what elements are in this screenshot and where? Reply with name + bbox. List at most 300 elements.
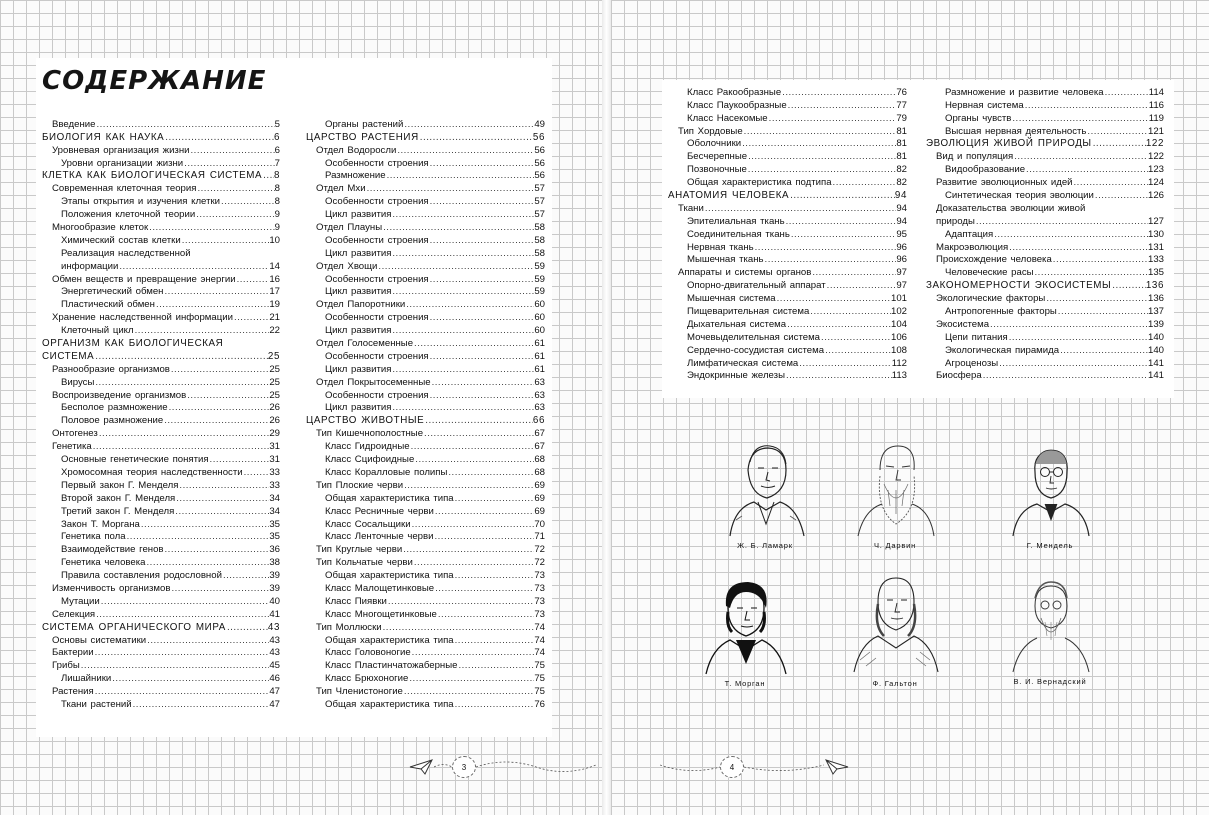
toc-entry xyxy=(668,86,907,99)
toc-entry-title: Второй закон Г. Менделя xyxy=(61,492,176,504)
toc-entry-page: 14 xyxy=(269,260,280,272)
toc-leader-dots xyxy=(768,113,897,125)
toc-entry-page: 43 xyxy=(267,621,280,633)
page-title: СОДЕРЖАНИЕ xyxy=(42,66,267,96)
toc-leader-dots xyxy=(377,261,534,273)
toc-entry-page: 82 xyxy=(896,164,907,176)
toc-leader-dots xyxy=(743,126,897,138)
toc-entry-page: 7 xyxy=(274,157,280,169)
toc-entry-page: 137 xyxy=(1147,306,1164,318)
toc-entry-title: Дыхательная система xyxy=(687,318,787,330)
toc-entry-page: 66 xyxy=(532,415,545,427)
toc-leader-dots xyxy=(1073,177,1148,189)
toc-leader-dots xyxy=(747,164,897,176)
toc-entry xyxy=(42,144,280,157)
toc-entry xyxy=(926,344,1164,357)
toc-entry-page: 34 xyxy=(269,505,280,517)
toc-entry-page: 94 xyxy=(896,202,907,214)
toc-entry xyxy=(926,125,1164,138)
toc-entry-title: Цикл развития xyxy=(325,402,392,414)
toc-entry-page: 16 xyxy=(269,273,280,285)
toc-leader-dots xyxy=(100,596,270,608)
toc-entry-page: 59 xyxy=(534,260,545,272)
toc-entry-title: Цикл развития xyxy=(325,286,392,298)
toc-entry-page: 34 xyxy=(269,492,280,504)
toc-leader-dots xyxy=(785,216,897,228)
toc-entry-title: Ткани растений xyxy=(61,698,132,710)
toc-leader-dots xyxy=(195,209,274,221)
toc-entry-title: Общая характеристика подтипа xyxy=(687,177,832,189)
toc-entry-title: Основные генетические понятия xyxy=(61,454,209,466)
toc-entry-title: Класс Ракообразные xyxy=(687,86,782,98)
toc-entry xyxy=(42,440,280,453)
toc-entry xyxy=(668,163,907,176)
toc-entry xyxy=(926,163,1164,176)
toc-entry-title: Многообразие клеток xyxy=(52,222,149,234)
toc-entry-title: Бесполое размножение xyxy=(61,402,168,414)
toc-entry-title: Ткани xyxy=(678,202,704,214)
toc-entry xyxy=(306,208,545,221)
portrait-lamarck xyxy=(710,440,820,550)
toc-entry xyxy=(306,518,545,531)
toc-leader-dots xyxy=(1025,164,1148,176)
toc-leader-dots xyxy=(196,183,274,195)
toc-entry xyxy=(926,189,1164,202)
toc-entry xyxy=(42,621,280,634)
toc-entry-title: Класс Сосальщики xyxy=(325,518,411,530)
toc-entry-title: Доказательства эволюции живой xyxy=(936,202,1086,214)
toc-entry-page: 94 xyxy=(896,215,907,227)
toc-entry xyxy=(668,357,907,370)
toc-entry-page: 33 xyxy=(269,479,280,491)
toc-entry xyxy=(42,647,280,660)
toc-leader-dots xyxy=(764,254,897,266)
toc-entry-page: 77 xyxy=(896,99,907,111)
toc-entry-page: 72 xyxy=(534,557,545,569)
toc-entry-page: 59 xyxy=(534,273,545,285)
toc-entry-title: Пластический обмен xyxy=(61,299,155,311)
toc-entry-page: 58 xyxy=(534,247,545,259)
toc-entry-title: Первый закон Г. Менделя xyxy=(61,479,179,491)
toc-entry-page: 74 xyxy=(534,647,545,659)
toc-entry xyxy=(42,170,280,183)
toc-entry xyxy=(42,221,280,234)
toc-entry-page: 124 xyxy=(1147,177,1164,189)
toc-entry-page: 130 xyxy=(1147,228,1164,240)
toc-entry-page: 25 xyxy=(269,363,280,375)
toc-entry-page: 139 xyxy=(1147,318,1164,330)
toc-entry-page: 141 xyxy=(1147,370,1164,382)
toc-leader-dots xyxy=(170,364,269,376)
toc-entry-page: 8 xyxy=(274,183,280,195)
toc-entry-title: Тип Кольчатые черви xyxy=(316,557,413,569)
toc-leader-dots xyxy=(776,293,891,305)
toc-leader-dots xyxy=(95,609,269,621)
toc-entry-page: 75 xyxy=(534,686,545,698)
toc-entry-page: 35 xyxy=(269,518,280,530)
toc-entry-title: Третий закон Г. Менделя xyxy=(61,505,175,517)
toc-entry-page: 82 xyxy=(896,177,907,189)
toc-entry-page: 39 xyxy=(269,570,280,582)
toc-entry-page: 101 xyxy=(890,293,907,305)
toc-leader-dots xyxy=(429,274,535,286)
toc-entry-title: Хромосомная теория наследственности xyxy=(61,466,243,478)
toc-entry-title: Цикл развития xyxy=(325,325,392,337)
toc-entry-page: 5 xyxy=(274,118,280,130)
toc-entry xyxy=(306,195,545,208)
toc-entry-title: Бесчерепные xyxy=(687,151,748,163)
toc-leader-dots xyxy=(220,196,275,208)
toc-entry-title: Генетика человека xyxy=(61,557,146,569)
toc-entry xyxy=(306,157,545,170)
toc-entry-page: 36 xyxy=(269,544,280,556)
toc-leader-dots xyxy=(403,119,534,131)
toc-entry-page: 43 xyxy=(269,634,280,646)
toc-leader-dots xyxy=(1094,190,1148,202)
toc-entry-page: 35 xyxy=(269,531,280,543)
toc-entry-page: 29 xyxy=(269,428,280,440)
toc-entry xyxy=(926,266,1164,279)
toc-leader-dots xyxy=(454,493,535,505)
toc-leader-dots xyxy=(410,441,535,453)
toc-entry xyxy=(306,659,545,672)
toc-entry-title: Общая характеристика типа xyxy=(325,634,454,646)
toc-entry-title: Общая характеристика типа xyxy=(325,492,454,504)
toc-entry-page: 102 xyxy=(890,306,907,318)
toc-entry xyxy=(306,595,545,608)
toc-entry-page: 31 xyxy=(269,441,280,453)
toc-leader-dots xyxy=(181,235,270,247)
toc-entry-page: 33 xyxy=(269,466,280,478)
toc-leader-dots xyxy=(94,377,269,389)
toc-column-4 xyxy=(926,86,1164,382)
toc-leader-dots xyxy=(402,544,534,556)
darwin-drawing xyxy=(850,440,940,538)
toc-entry-title: Лимфатическая система xyxy=(687,357,799,369)
toc-entry xyxy=(42,376,280,389)
toc-leader-dots xyxy=(437,609,534,621)
toc-leader-dots xyxy=(826,280,897,292)
toc-entry-page: 58 xyxy=(534,222,545,234)
portrait-mendel xyxy=(995,440,1105,550)
toc-leader-dots xyxy=(94,351,268,363)
toc-leader-dots xyxy=(424,415,533,427)
toc-entry xyxy=(42,685,280,698)
toc-entry-page: 58 xyxy=(534,234,545,246)
toc-entry-title: Энергетический обмен xyxy=(61,286,164,298)
toc-leader-dots xyxy=(824,345,891,357)
toc-leader-dots xyxy=(1092,138,1146,150)
toc-entry xyxy=(42,157,280,170)
toc-leader-dots xyxy=(754,242,897,254)
toc-entry-title: Изменчивость организмов xyxy=(52,582,171,594)
toc-entry-page: 8 xyxy=(273,170,280,182)
toc-leader-dots xyxy=(140,519,269,531)
toc-entry xyxy=(306,389,545,402)
toc-entry xyxy=(668,125,907,138)
mendel-drawing xyxy=(1005,440,1095,538)
toc-leader-dots xyxy=(454,570,535,582)
toc-entry-page: 25 xyxy=(269,389,280,401)
toc-entry-page: 31 xyxy=(269,454,280,466)
toc-entry xyxy=(668,344,907,357)
toc-leader-dots xyxy=(789,190,895,202)
toc-leader-dots xyxy=(1086,126,1148,138)
toc-entry-title: природы xyxy=(936,215,975,227)
toc-entry xyxy=(306,479,545,492)
toc-entry xyxy=(668,138,907,151)
toc-entry xyxy=(306,556,545,569)
toc-leader-dots xyxy=(222,570,269,582)
toc-leader-dots xyxy=(411,647,535,659)
toc-leader-dots xyxy=(382,222,534,234)
toc-leader-dots xyxy=(989,319,1148,331)
toc-leader-dots xyxy=(391,209,534,221)
toc-leader-dots xyxy=(243,467,270,479)
toc-entry-page: 60 xyxy=(534,312,545,324)
toc-leader-dots xyxy=(786,319,891,331)
toc-entry-page: 21 xyxy=(269,312,280,324)
toc-leader-dots xyxy=(175,493,269,505)
toc-leader-dots xyxy=(98,428,270,440)
toc-leader-dots xyxy=(454,635,535,647)
morgan-drawing xyxy=(700,578,790,676)
toc-entry-page: 67 xyxy=(534,428,545,440)
toc-entry xyxy=(306,621,545,634)
toc-entry-title: Опорно-двигательный аппарат xyxy=(687,280,826,292)
page-number-circle: 4 xyxy=(720,756,744,778)
toc-entry-page: 95 xyxy=(896,228,907,240)
book-gutter xyxy=(602,0,611,815)
toc-entry xyxy=(42,531,280,544)
toc-entry xyxy=(306,363,545,376)
toc-leader-dots xyxy=(170,583,269,595)
toc-entry-title: Класс Брюхоногие xyxy=(325,673,409,685)
toc-leader-dots xyxy=(998,358,1148,370)
toc-entry-title: КЛЕТКА КАК БИОЛОГИЧЕСКАЯ СИСТЕМА xyxy=(42,170,263,182)
toc-leader-dots xyxy=(233,312,269,324)
toc-entry-page: 71 xyxy=(534,531,545,543)
toc-leader-dots xyxy=(148,222,275,234)
toc-entry-title: СИСТЕМА xyxy=(42,350,95,362)
toc-entry-page: 40 xyxy=(269,595,280,607)
toc-entry xyxy=(668,279,907,292)
toc-entry xyxy=(926,150,1164,163)
toc-entry xyxy=(926,254,1164,267)
toc-leader-dots xyxy=(433,531,534,543)
toc-entry-page: 126 xyxy=(1147,190,1164,202)
toc-entry-title: Тип Хордовые xyxy=(678,125,743,137)
toc-leader-dots xyxy=(413,557,534,569)
toc-leader-dots xyxy=(1059,345,1148,357)
toc-entry-title: Видообразование xyxy=(945,164,1026,176)
toc-entry-title: Этапы открытия и изучения клетки xyxy=(61,196,221,208)
toc-entry-title: Разнообразие организмов xyxy=(52,363,170,375)
toc-entry-title: Вид и популяция xyxy=(936,151,1014,163)
toc-entry-page: 63 xyxy=(534,389,545,401)
toc-entry-page: 69 xyxy=(534,505,545,517)
page-number-circle: 3 xyxy=(452,756,476,778)
toc-entry xyxy=(42,543,280,556)
toc-entry xyxy=(668,176,907,189)
toc-entry-page: 131 xyxy=(1147,241,1164,253)
toc-leader-dots xyxy=(111,673,269,685)
toc-entry xyxy=(306,221,545,234)
toc-entry-page: 63 xyxy=(534,402,545,414)
toc-entry xyxy=(668,331,907,344)
toc-leader-dots xyxy=(423,428,534,440)
toc-leader-dots xyxy=(391,286,534,298)
toc-entry-page: 47 xyxy=(269,686,280,698)
toc-entry-page: 57 xyxy=(534,196,545,208)
toc-entry-page: 136 xyxy=(1147,293,1164,305)
toc-entry-title: Синтетическая теория эволюции xyxy=(945,190,1094,202)
toc-entry-page: 121 xyxy=(1147,125,1164,137)
toc-entry-page: 73 xyxy=(534,570,545,582)
toc-entry xyxy=(42,518,280,531)
toc-entry xyxy=(668,189,907,202)
toc-entry xyxy=(306,685,545,698)
toc-leader-dots xyxy=(1013,151,1148,163)
toc-entry-title: Человеческие расы xyxy=(945,267,1034,279)
toc-entry xyxy=(42,234,280,247)
toc-entry-page: 96 xyxy=(896,241,907,253)
toc-entry-page: 75 xyxy=(534,673,545,685)
toc-entry-page: 63 xyxy=(534,376,545,388)
toc-entry-title: Цикл развития xyxy=(325,209,392,221)
toc-entry-page: 81 xyxy=(896,125,907,137)
toc-entry-title: Генетика пола xyxy=(61,531,126,543)
toc-entry-page: 68 xyxy=(534,454,545,466)
toc-entry-title: Воспроизведение организмов xyxy=(52,389,187,401)
toc-entry-title: СИСТЕМА ОРГАНИЧЕСКОГО МИРА xyxy=(42,621,226,633)
toc-entry-title: Введение xyxy=(52,118,96,130)
toc-leader-dots xyxy=(262,170,274,182)
toc-entry-title: Особенности строения xyxy=(325,157,429,169)
toc-leader-dots xyxy=(132,699,270,711)
toc-entry xyxy=(42,608,280,621)
toc-entry xyxy=(306,260,545,273)
toc-leader-dots xyxy=(704,203,896,215)
toc-entry-page: 10 xyxy=(269,234,280,246)
toc-entry-title: Правила составления родословной xyxy=(61,570,222,582)
toc-entry xyxy=(42,659,280,672)
toc-entry xyxy=(668,99,907,112)
toc-leader-dots xyxy=(387,596,534,608)
toc-entry xyxy=(42,595,280,608)
toc-entry-title: ОРГАНИЗМ КАК БИОЛОГИЧЕСКАЯ xyxy=(42,338,224,350)
portrait-caption: Ж. Б. Ламарк xyxy=(737,541,793,550)
toc-entry-page: 22 xyxy=(269,325,280,337)
toc-entry xyxy=(306,324,545,337)
toc-entry-page: 56 xyxy=(534,157,545,169)
toc-leader-dots xyxy=(431,377,535,389)
toc-entry-page: 75 xyxy=(534,660,545,672)
portrait-caption: Г. Мендель xyxy=(1026,541,1074,550)
toc-entry-title: Особенности строения xyxy=(325,312,429,324)
toc-entry xyxy=(926,228,1164,241)
toc-leader-dots xyxy=(94,647,270,659)
toc-entry-page: 46 xyxy=(269,673,280,685)
toc-entry-page: 76 xyxy=(534,698,545,710)
toc-entry xyxy=(42,453,280,466)
toc-entry-page: 39 xyxy=(269,582,280,594)
toc-entry xyxy=(306,131,545,144)
dashed-trail-icon xyxy=(434,762,452,772)
toc-entry-title: Взаимодействие генов xyxy=(61,544,164,556)
toc-entry-title: Уровневая организация жизни xyxy=(52,144,190,156)
toc-leader-dots xyxy=(1008,242,1148,254)
vernadsky-drawing xyxy=(1005,576,1095,674)
toc-entry-title: Биосфера xyxy=(936,370,982,382)
toc-entry-page: 73 xyxy=(534,595,545,607)
toc-entry xyxy=(926,318,1164,331)
toc-entry xyxy=(306,298,545,311)
toc-entry-page: 69 xyxy=(534,492,545,504)
toc-leader-dots xyxy=(429,235,535,247)
toc-entry-page: 38 xyxy=(269,557,280,569)
toc-entry-title: Класс Гидроидные xyxy=(325,441,410,453)
toc-entry-title: Нервная ткань xyxy=(687,241,754,253)
toc-entry-title: Класс Ленточные черви xyxy=(325,531,434,543)
toc-entry-page: 17 xyxy=(269,286,280,298)
toc-entry-page: 112 xyxy=(891,357,907,369)
toc-leader-dots xyxy=(391,325,534,337)
toc-entry-page: 26 xyxy=(269,415,280,427)
toc-leader-dots xyxy=(741,138,896,150)
toc-entry-page: 94 xyxy=(894,190,907,202)
toc-entry-title: Цикл развития xyxy=(325,363,392,375)
toc-entry-title: Размножение xyxy=(325,170,386,182)
toc-entry xyxy=(668,215,907,228)
toc-leader-dots xyxy=(413,338,534,350)
toc-entry xyxy=(306,492,545,505)
toc-entry-title: Тип Кишечнополостные xyxy=(316,428,424,440)
toc-leader-dots xyxy=(226,622,268,634)
toc-leader-dots xyxy=(982,370,1148,382)
toc-entry xyxy=(306,672,545,685)
toc-entry xyxy=(926,86,1164,99)
toc-entry-page: 41 xyxy=(269,608,280,620)
toc-entry xyxy=(306,466,545,479)
toc-entry-title: Класс Коралловые полипы xyxy=(325,466,448,478)
toc-entry-title: Современная клеточная теория xyxy=(52,183,197,195)
toc-entry xyxy=(42,247,280,260)
toc-entry-title: ЭВОЛЮЦИЯ ЖИВОЙ ПРИРОДЫ xyxy=(926,138,1092,150)
toc-entry xyxy=(926,292,1164,305)
toc-entry-page: 45 xyxy=(269,660,280,672)
toc-entry-title: Онтогенез xyxy=(52,428,98,440)
toc-entry xyxy=(668,305,907,318)
toc-leader-dots xyxy=(366,183,535,195)
toc-leader-dots xyxy=(382,622,535,634)
toc-entry-title: Закон Т. Моргана xyxy=(61,518,140,530)
toc-entry-title: Экосистема xyxy=(936,318,990,330)
toc-entry xyxy=(42,634,280,647)
toc-entry-title: Размножение и развитие человека xyxy=(945,86,1104,98)
toc-entry-title: Отдел Плауны xyxy=(316,222,383,234)
portrait-morgan xyxy=(690,578,800,688)
toc-entry-title: Отдел Водоросли xyxy=(316,144,397,156)
toc-entry-title: Класс Пиявки xyxy=(325,595,387,607)
toc-entry xyxy=(306,608,545,621)
toc-leader-dots xyxy=(408,673,534,685)
toc-entry xyxy=(42,208,280,221)
toc-leader-dots xyxy=(798,358,891,370)
toc-leader-dots xyxy=(396,145,534,157)
toc-entry xyxy=(306,170,545,183)
toc-entry-page: 97 xyxy=(896,267,907,279)
